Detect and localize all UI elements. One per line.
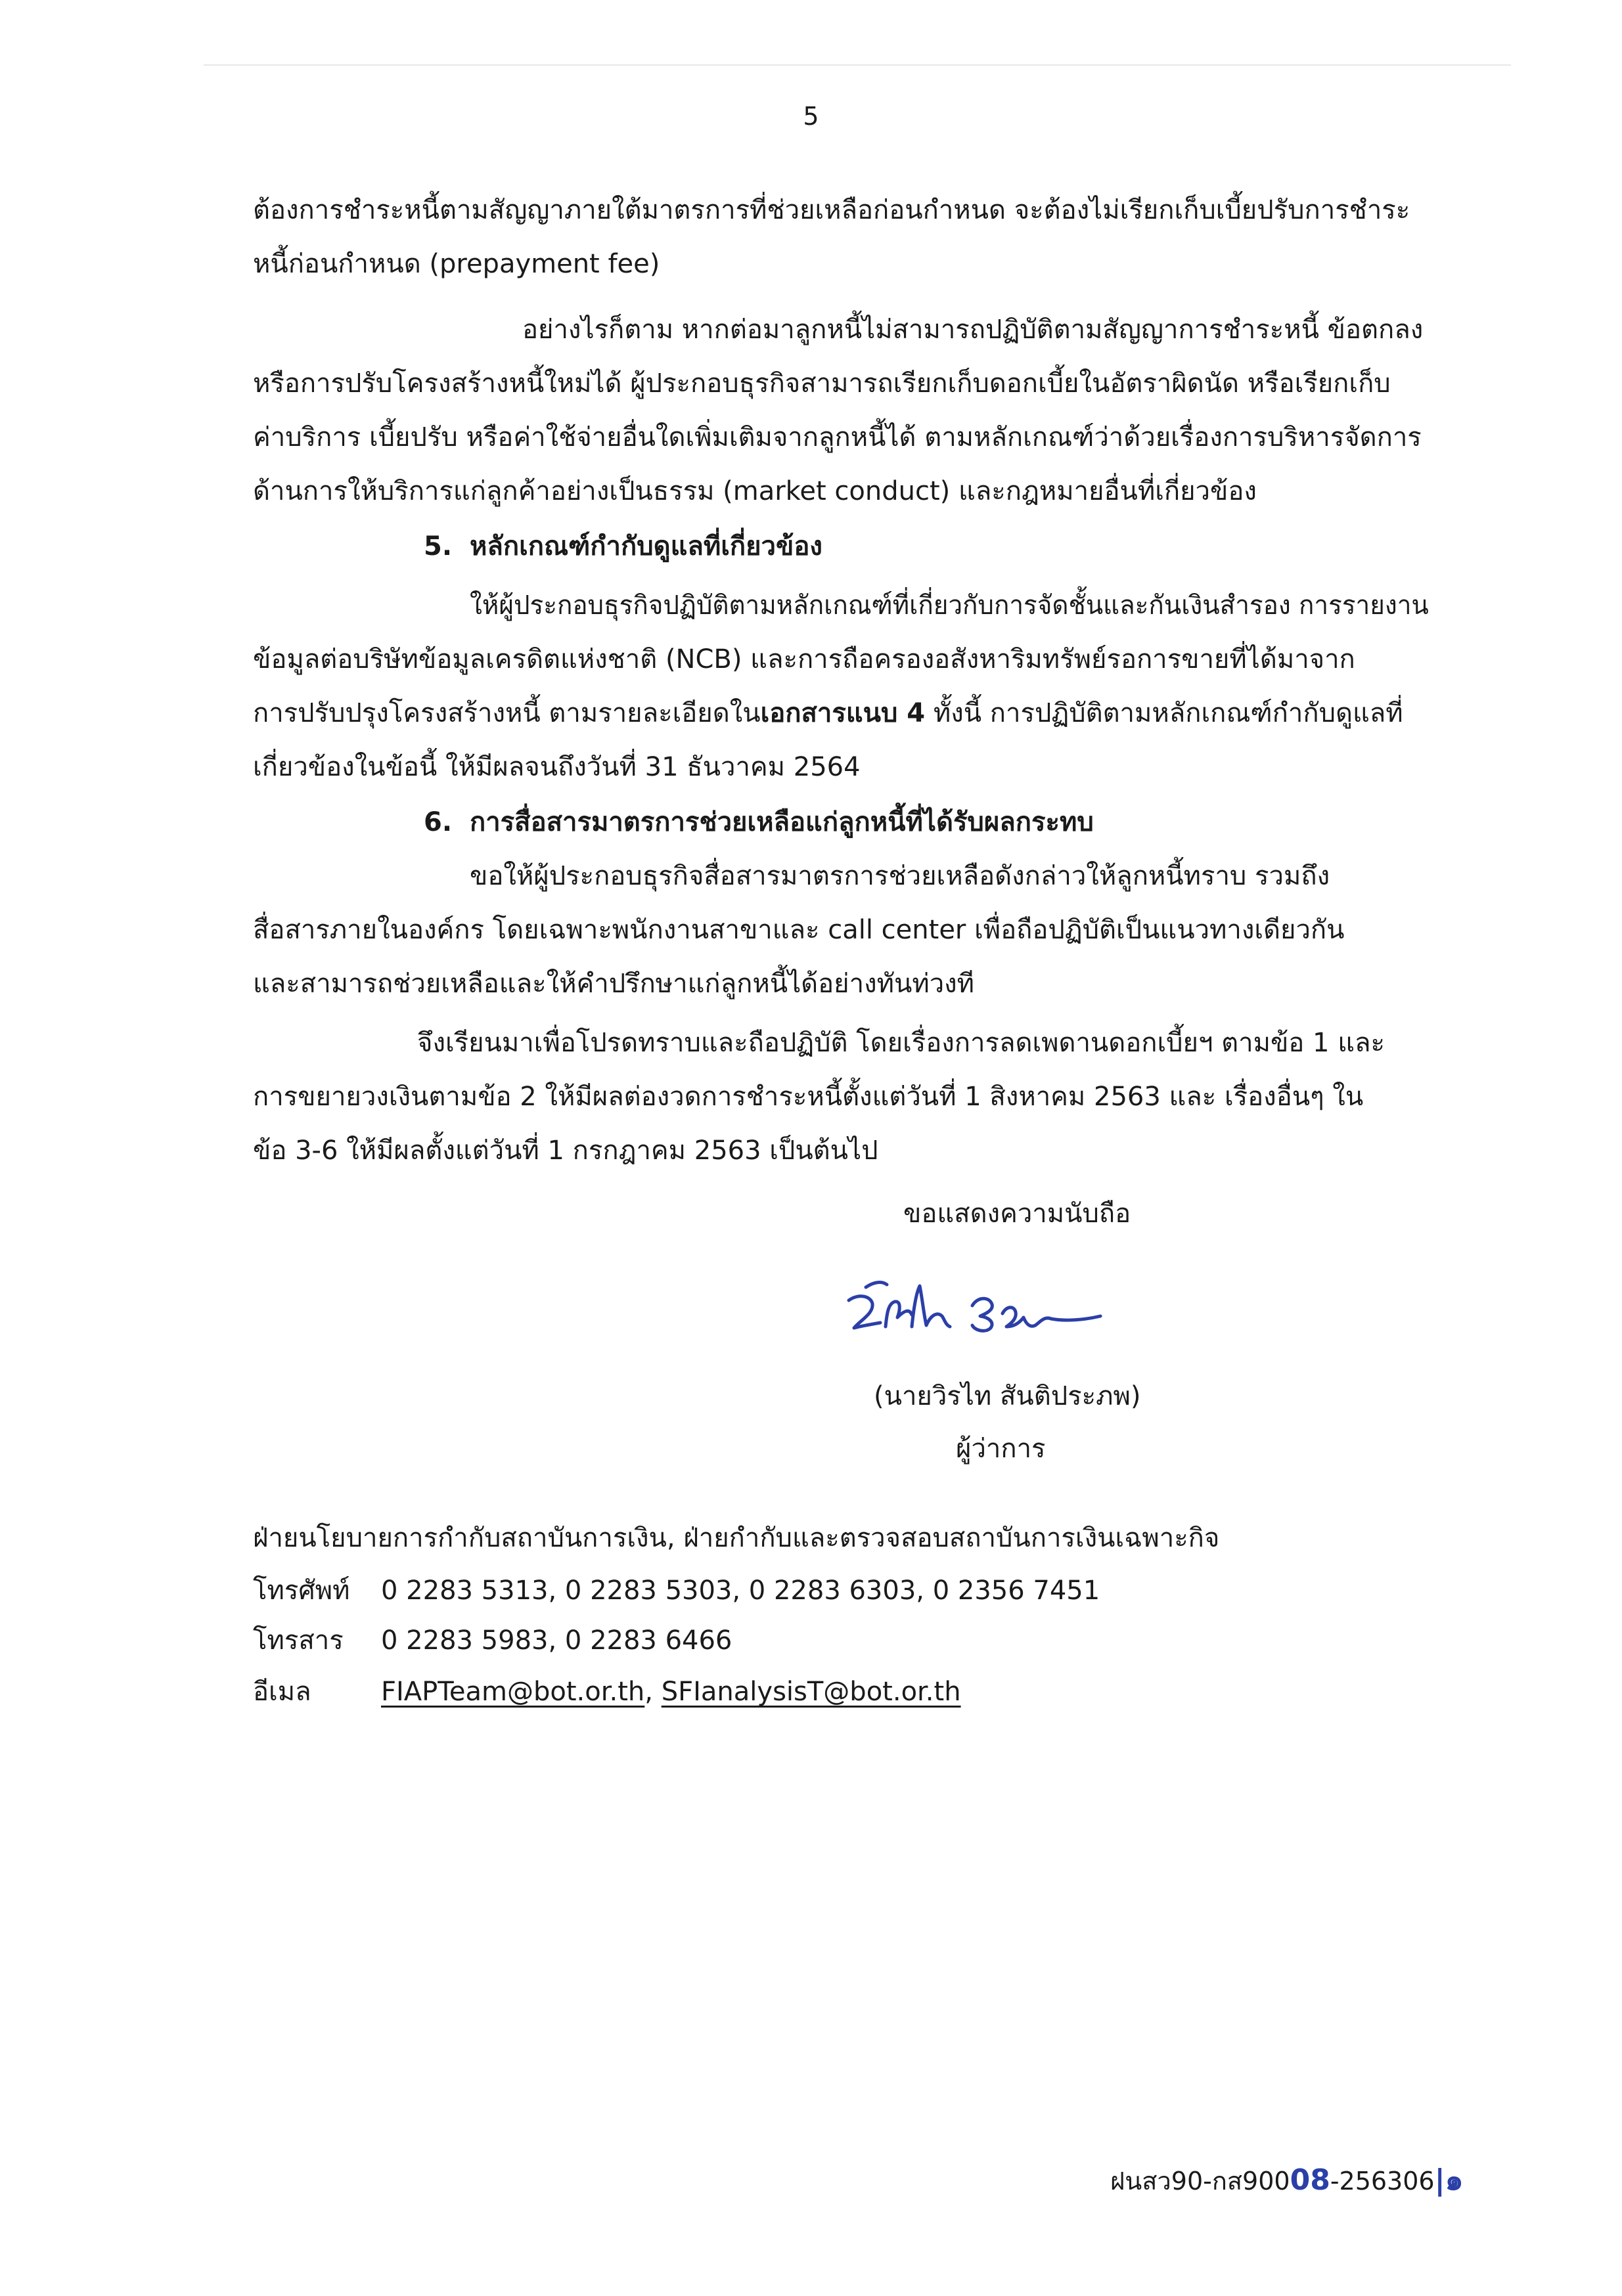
paragraph-line: หนี้ก่อนกำหนด (prepayment fee) [253,249,660,279]
email-label: อีเมล [253,1677,311,1707]
section-title: การสื่อสารมาตรการช่วยเหลือแก่ลูกหนี้ที่ได้รับผลกระทบ [470,807,1094,837]
phone-line [253,1571,1100,1610]
email-link-fiap[interactable]: FIAPTeam@bot.or.th [381,1677,645,1707]
doc-ref-handwritten: 08 [1290,2163,1330,2197]
phone-value: 0 2283 5313, 0 2283 5303, 0 2283 6303, 0 2356 7451 [381,1576,1100,1606]
paragraph-line: ข้อ 3-6 ให้มีผลตั้งแต่วันที่ 1 กรกฎาคม 2563 เป็นต้นไป [253,1136,878,1166]
signatory-position: ผู้ว่าการ [956,1434,1046,1464]
paragraph-line: การขยายวงเงินตามข้อ 2 ให้มีผลต่องวดการชำระหนี้ตั้งแต่วันที่ 1 สิงหาคม 2563 และ เรื่องอื่นๆ ใน [253,1082,1364,1112]
fax-value: 0 2283 5983, 0 2283 6466 [381,1625,732,1656]
paragraph-line: อย่างไรก็ตาม หากต่อมาลูกหนี้ไม่สามารถปฏิบัติตามสัญญาการชำระหนี้ ข้อตกลง [522,315,1424,345]
document-reference [1110,2161,1464,2201]
fax-line [253,1621,732,1660]
paragraph-line: ให้ผู้ประกอบธุรกิจปฏิบัติตามหลักเกณฑ์ที่เกี่ยวกับการจัดชั้นและกันเงินสำรอง การรายงาน [470,590,1429,621]
paragraph-line: ข้อมูลต่อบริษัทข้อมูลเครดิตแห่งชาติ (NCB) และการถือครองอสังหาริมทรัพย์รอการขายที่ได้มาจาก [253,644,1355,674]
section-5-heading [424,527,822,566]
paragraph-line [253,694,1403,733]
email-line [253,1672,961,1711]
doc-ref-printed: -256306 [1330,2167,1435,2196]
attachment-reference: เอกสารแนบ 4 [760,698,926,728]
section-title: หลักเกณฑ์กำกับดูแลที่เกี่ยวข้อง [470,531,822,562]
email-separator: , [644,1677,662,1707]
doc-ref-handwritten: |๑ [1434,2163,1464,2197]
paragraph-line: สื่อสารภายในองค์กร โดยเฉพาะพนักงานสาขาและ call center เพื่อถือปฏิบัติเป็นแนวทางเดียวกัน [253,915,1345,945]
text-segment: การปรับปรุงโครงสร้างหนี้ ตามรายละเอียดใน [253,698,761,728]
paragraph-line: และสามารถช่วยเหลือและให้คำปรึกษาแก่ลูกหนี้ได้อย่างทันท่วงที [253,969,975,999]
phone-label: โทรศัพท์ [253,1576,350,1606]
fax-label: โทรสาร [253,1625,344,1656]
doc-ref-printed: ฝนสว90-กส900 [1110,2167,1290,2196]
signatory-name: (นายวิรไท สันติประภพ) [874,1381,1141,1411]
page-number: 5 [803,102,819,131]
paragraph-line: ด้านการให้บริการแก่ลูกค้าอย่างเป็นธรรม (market conduct) และกฎหมายอื่นที่เกี่ยวข้อง [253,476,1257,506]
section-6-heading [424,803,1094,842]
paragraph-line: ต้องการชำระหนี้ตามสัญญาภายใต้มาตรการที่ช่วยเหลือก่อนกำหนด จะต้องไม่เรียกเก็บเบี้ยปรับการชำระ [253,195,1410,225]
paragraph-line: ขอให้ผู้ประกอบธุรกิจสื่อสารมาตรการช่วยเหลือดังกล่าวให้ลูกหนี้ทราบ รวมถึง [470,861,1330,891]
department-line: ฝ่ายนโยบายการกำกับสถาบันการเงิน, ฝ่ายกำกับและตรวจสอบสถาบันการเงินเฉพาะกิจ [253,1523,1220,1553]
closing-salutation: ขอแสดงความนับถือ [903,1199,1131,1229]
paragraph-line: จึงเรียนมาเพื่อโปรดทราบและถือปฏิบัติ โดยเรื่องการลดเพดานดอกเบี้ยฯ ตามข้อ 1 และ [417,1028,1385,1058]
paragraph-line: หรือการปรับโครงสร้างหนี้ใหม่ได้ ผู้ประกอบธุรกิจสามารถเรียกเก็บดอกเบี้ยในอัตราผิดนัด หรือเรียกเก็บ [253,368,1391,399]
section-number: 6. [424,807,453,837]
email-link-sfi[interactable]: SFIanalysisT@bot.or.th [661,1677,961,1707]
text-segment: ทั้งนี้ การปฏิบัติตามหลักเกณฑ์กำกับดูแลที่ [925,698,1403,728]
paragraph-line: เกี่ยวข้องในข้อนี้ ให้มีผลจนถึงวันที่ 31 ธันวาคม 2564 [253,752,861,782]
paragraph-line: ค่าบริการ เบี้ยปรับ หรือค่าใช้จ่ายอื่นใดเพิ่มเติมจากลูกหนี้ได้ ตามหลักเกณฑ์ว่าด้วยเรื่องการบริหารจัดการ [253,422,1422,453]
section-number: 5. [424,531,453,562]
top-rule [204,64,1511,66]
handwritten-signature [834,1268,1110,1353]
